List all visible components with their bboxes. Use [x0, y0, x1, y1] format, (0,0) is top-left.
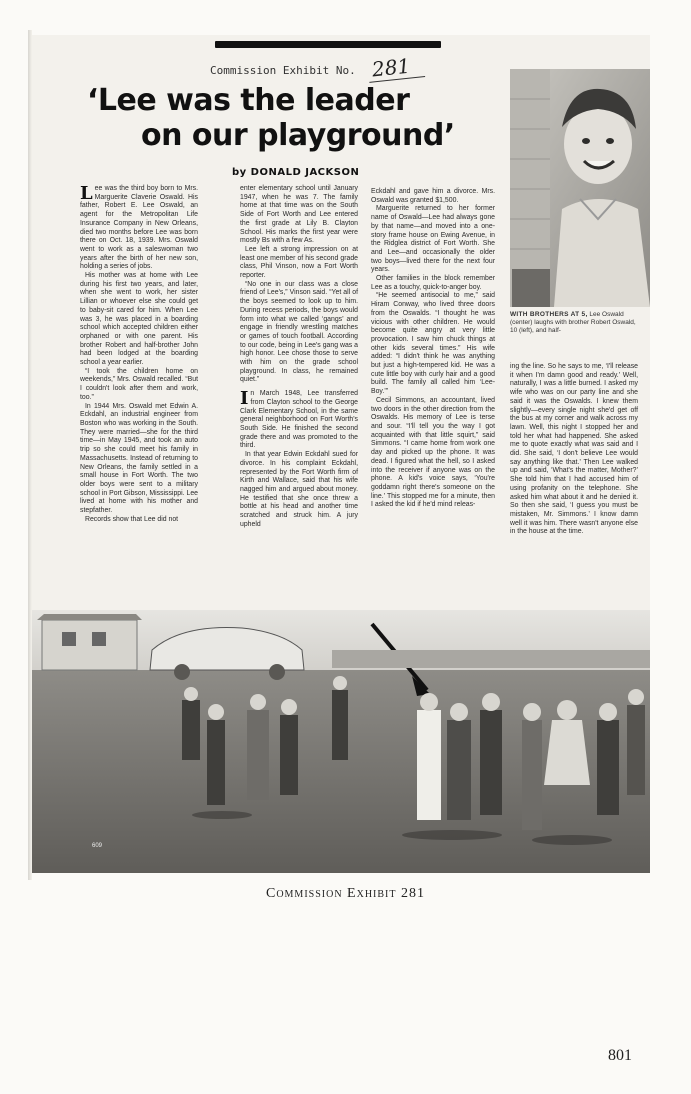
paragraph: His mother was at home with Lee during his first two years, and later, when she went to work, her sister Lillian or whoever else she could get to baby-sit cared for him. When Lee was 3, he was placed in a boarding school which accepted children either orphaned or with one parent. His brother Robert and half-brother John had been lodged at the boarding school a year earlier. [80, 272, 198, 367]
paragraph: Cecil Simmons, an accountant, lived two doors in the other direction from the Oswalds. His memory of Lee is terse and sour. “I'll tell you the way I got acquainted with that little squirt,” said Simmons. “I came home from work one day and picked up the phone. It was dead. I figured what the hell, so I asked into the receiver if anyone was on the phone. A kid's voice says, ‘You're goddamn right there's someone on the line.’ This stopped me for a minute, then I asked the kid if he'd mind releas- [371, 396, 495, 509]
byline: by DONALD JACKSON [232, 167, 360, 178]
magazine-clipping [32, 35, 650, 873]
drop-cap: I [240, 388, 249, 410]
photo-caption [510, 311, 640, 335]
article-column-1 [80, 185, 198, 524]
exhibit-stamp [210, 55, 465, 80]
paragraph: In 1944 Mrs. Oswald met Edwin A. Eckdahl, an industrial engineer from Boston who was working in the South. They were married—she for the third time—in May 1945, and took an auto trip so she could meet his family in Massachusetts. Instead of returning to New Orleans, the family settled in a small house in Fort Worth. The two older boys were sent to a military school in Port Gibson, Mississippi. Lee lived at home with his mother and stepfather. [80, 402, 198, 515]
footer-exhibit-label [0, 886, 691, 902]
caption-lead: WITH BROTHERS AT 5, [510, 311, 588, 318]
paragraph: “He seemed antisocial to me,” said Hiram Conway, who lived three doors from the Oswalds. “I thought he was vicious with other children. He would become quite angry at very little provocation. I saw him chuck things at other kids several times.” His wife added: “I didn't think he was anything but just a high-tempered kid. He was a cute little boy with curly hair and a good build. The family all called him ‘Lee-Boy.’” [371, 292, 495, 396]
paragraph: Lee left a strong impression on at least one member of his second grade class, Phil Vinson, now a Fort Worth reporter. [240, 245, 358, 280]
paragraph: In that year Edwin Eckdahl sued for divorce. In his complaint Eckdahl, represented by the Fort Worth firm of Kirth and Wallace, said that his wife nagged him and argued about money. He testified that she once threw a bottle at his head and another time scratched and struck him. A jury upheld [240, 451, 358, 528]
headline-line-2: on our playground’ [141, 118, 455, 153]
page-number: 801 [608, 1047, 632, 1064]
paragraph: Records show that Lee did not [85, 515, 179, 523]
paragraph: Eckdahl and gave him a divorce. Mrs. Oswald was granted $1,500. [371, 188, 495, 204]
playground-photo [32, 610, 650, 873]
article-headline [87, 83, 517, 153]
article-column-3 [371, 188, 495, 510]
headline-line-1: ‘Lee was the leader [87, 83, 410, 118]
caption-text: Lee Oswald (center) laughs with brother Robert Oswald, 10 (left), and half- [510, 311, 636, 334]
photo-mark: 609 [92, 843, 103, 849]
article-column-4 [510, 363, 638, 537]
paragraph: Marguerite returned to her former name of Oswald—Lee had always gone by that name—and moved into a one-story frame house on Ewing Avenue, in the Ridglea district of Fort Worth. She and Lee—and occasionally the older two boys—lived there for the next four years. [371, 205, 495, 274]
footer-exhibit-number: 281 [401, 886, 425, 901]
paragraph: n March 1948, Lee transferred from Clayton school to the George Clark Elementary School, in the same general neighborhood on Fort Worth's South Side. He finished the second grade there and was promoted to the third. [240, 390, 358, 450]
exhibit-stamp-label: Commission Exhibit No. [210, 64, 356, 77]
footer-exhibit-text: Commission Exhibit [265, 886, 397, 901]
article-column-2 [240, 185, 358, 529]
paragraph: ee was the third boy born to Mrs. Marguerite Claverie Oswald. His father, Robert E. Lee Oswald, an agent for the Metropolitan Life Insurance Company in New Orleans, died two months before Lee was born there on Oct. 18, 1939. Mrs. Oswald went to work as a saleswoman two years after the birth of her new son, holding a series of jobs. [80, 185, 198, 271]
paragraph: “No one in our class was a close friend of Lee's,” Vinson said. “Yet all of the boys seemed to look up to him. During recess periods, the boys would form into what we called ‘gangs’ and engage in friendly wrestling matches or games of touch football. According to our code, being in Lee's gang was a high honor. Lee chose those to serve with him on the grade school playground. In class, he remained quiet.” [240, 280, 358, 384]
exhibit-stamp-number: 281 [367, 52, 425, 83]
paragraph: “I took the children home on weekends,” Mrs. Oswald recalled. “But I couldn't look after them and work, too.” [80, 367, 198, 401]
paragraph: enter elementary school until January 1947, when he was 7. The family home at that time was on the South Side of Fort Worth and Lee entered the first grade at Lily B. Clayton School. His marks the first year were mostly Bs with a few As. [240, 185, 358, 245]
paragraph: ing the line. So he says to me, ‘I'll release it when I'm damn good and ready.’ Well, naturally, I was a little burned. I asked my wife who was on our party line and she said it was the Oswalds. I knew them slightly—every single night she'd get off the bus at my corner and walk across my lawn. Well, this night I stopped her and told her what had happened. She asked me to quote exactly what was said and I did. She said, ‘I don't believe Lee would say anything like that.’ Then Lee walked up and said, ‘What's the matter, Mother?’ She told him that I had accused him of using profanity on the telephone. She asked him what about it and he denied it. So then she said, ‘I guess you must be mistaken, Mr. Simmons.’ I know damn well it was him. There wasn't anyone else in the house at the time. [510, 363, 638, 536]
header-rule [215, 41, 441, 48]
drop-cap: L [80, 183, 93, 204]
portrait-photo [510, 69, 650, 307]
paragraph: Other families in the block remember Lee as a touchy, quick-to-anger boy. [371, 275, 495, 291]
